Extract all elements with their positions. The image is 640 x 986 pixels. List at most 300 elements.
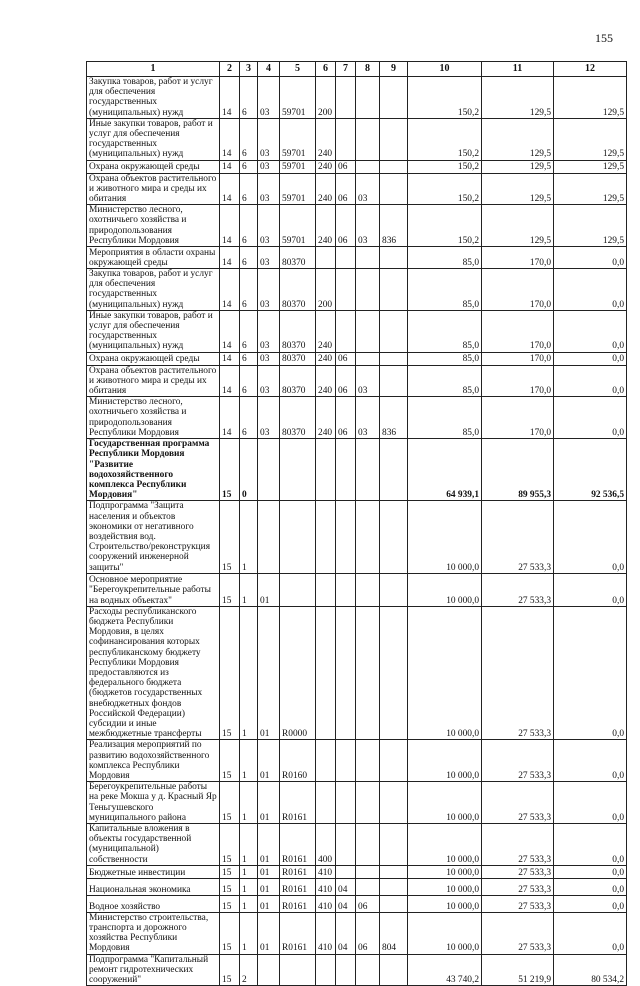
table-cell (380, 740, 408, 782)
table-row (87, 824, 627, 866)
table-cell: R0161 (280, 865, 316, 878)
table-cell: 85,0 (408, 247, 482, 269)
table-cell: 1 (240, 740, 258, 782)
table-cell (356, 878, 380, 895)
column-header: 10 (408, 62, 482, 77)
table-cell: 10 000,0 (408, 912, 482, 954)
table-cell: 0,0 (554, 365, 627, 397)
table-cell (336, 740, 356, 782)
row-label: Подпрограмма "Защита населения и объектов экономики от негативного воздействия вод. Строительство/реконструкция сооружений инженерной защиты" (87, 501, 220, 573)
table-row (87, 205, 627, 247)
table-cell: 240 (316, 365, 336, 397)
table-cell: 170,0 (482, 365, 554, 397)
table-cell: R0161 (280, 824, 316, 866)
column-header: 9 (380, 62, 408, 77)
row-label: Мероприятия в области охраны окружающей среды (87, 247, 220, 269)
row-label: Водное хозяйство (87, 895, 220, 912)
column-header: 6 (316, 62, 336, 77)
table-cell: 170,0 (482, 352, 554, 365)
table-cell (280, 439, 316, 501)
table-cell (380, 782, 408, 824)
table-cell: 01 (258, 740, 280, 782)
table-cell: 27 533,3 (482, 782, 554, 824)
table-cell (316, 573, 336, 606)
table-cell: 59701 (280, 173, 316, 205)
table-cell: 06 (356, 912, 380, 954)
table-cell: 240 (316, 352, 336, 365)
table-cell: R0161 (280, 912, 316, 954)
table-row (87, 606, 627, 740)
table-cell: 80370 (280, 365, 316, 397)
table-cell: 1 (240, 865, 258, 878)
table-cell (356, 782, 380, 824)
row-label: Министерство лесного, охотничьего хозяйства и природопользования Республики Мордовия (87, 397, 220, 439)
table-row (87, 895, 627, 912)
table-cell (336, 954, 356, 986)
table-cell: 06 (336, 205, 356, 247)
table-cell: 14 (220, 247, 240, 269)
table-cell: 27 533,3 (482, 824, 554, 866)
table-cell: 15 (220, 824, 240, 866)
table-cell: 14 (220, 205, 240, 247)
table-cell: 14 (220, 310, 240, 352)
table-cell: 10 000,0 (408, 740, 482, 782)
table-cell: 6 (240, 173, 258, 205)
table-cell (380, 160, 408, 173)
table-cell (380, 824, 408, 866)
table-row (87, 865, 627, 878)
table-row (87, 573, 627, 606)
table-cell: 150,2 (408, 173, 482, 205)
table-cell (336, 824, 356, 866)
table-cell (380, 247, 408, 269)
table-cell: 6 (240, 310, 258, 352)
table-cell (280, 954, 316, 986)
table-cell: 240 (316, 173, 336, 205)
table-cell (280, 501, 316, 573)
table-cell (380, 365, 408, 397)
table-cell: 59701 (280, 160, 316, 173)
table-cell: R0160 (280, 740, 316, 782)
table-cell: 06 (336, 173, 356, 205)
table-cell (316, 439, 336, 501)
table-cell: 15 (220, 895, 240, 912)
table-cell: 1 (240, 573, 258, 606)
table-cell: 85,0 (408, 397, 482, 439)
table-cell: 01 (258, 606, 280, 740)
table-row (87, 173, 627, 205)
column-header: 7 (336, 62, 356, 77)
table-cell: R0000 (280, 606, 316, 740)
table-cell: 170,0 (482, 397, 554, 439)
row-label: Расходы республиканского бюджета Республики Мордовия, в целях софинансирования которых республиканскому бюджету Республики Мордовия предоставляются из федерального бюджета (бюджетов государственных внебюджетных фондов Российской Федерации) субсидии и иные межбюджетные трансферты (87, 606, 220, 740)
table-cell: 1 (240, 895, 258, 912)
table-cell: 59701 (280, 77, 316, 119)
table-cell (336, 77, 356, 119)
table-cell: 80370 (280, 310, 316, 352)
table-row (87, 77, 627, 119)
table-cell (336, 247, 356, 269)
table-cell (380, 878, 408, 895)
table-cell (380, 118, 408, 160)
table-cell: 01 (258, 895, 280, 912)
page-number: 155 (595, 31, 613, 45)
table-cell: 03 (258, 160, 280, 173)
table-cell: 04 (336, 895, 356, 912)
table-cell (356, 865, 380, 878)
table-cell: 15 (220, 912, 240, 954)
table-cell: 80370 (280, 269, 316, 311)
table-cell: 80370 (280, 397, 316, 439)
table-cell: 129,5 (554, 173, 627, 205)
table-cell (380, 573, 408, 606)
table-cell: 59701 (280, 118, 316, 160)
table-cell: 27 533,3 (482, 865, 554, 878)
table-cell: 27 533,3 (482, 573, 554, 606)
table-cell: 1 (240, 606, 258, 740)
table-cell: 03 (258, 352, 280, 365)
table-cell: 0,0 (554, 501, 627, 573)
table-cell: R0161 (280, 878, 316, 895)
table-cell: 1 (240, 878, 258, 895)
table-cell: 129,5 (554, 205, 627, 247)
column-header: 8 (356, 62, 380, 77)
table-cell: 200 (316, 77, 336, 119)
table-cell (316, 606, 336, 740)
table-cell: 27 533,3 (482, 912, 554, 954)
table-cell: 240 (316, 397, 336, 439)
table-cell: 01 (258, 865, 280, 878)
row-label: Иные закупки товаров, работ и услуг для обеспечения государственных (муниципальных) нужд (87, 118, 220, 160)
table-cell: 0,0 (554, 865, 627, 878)
row-label: Охрана окружающей среды (87, 160, 220, 173)
table-cell: 10 000,0 (408, 573, 482, 606)
column-header: 5 (280, 62, 316, 77)
table-cell: 170,0 (482, 310, 554, 352)
column-header: 2 (220, 62, 240, 77)
row-label: Охрана окружающей среды (87, 352, 220, 365)
table-cell (380, 606, 408, 740)
budget-table (86, 61, 627, 986)
table-cell: 03 (356, 365, 380, 397)
table-cell: 150,2 (408, 77, 482, 119)
table-cell: 03 (258, 310, 280, 352)
table-cell: 129,5 (482, 173, 554, 205)
table-cell (316, 247, 336, 269)
table-cell: 15 (220, 865, 240, 878)
table-cell (336, 118, 356, 160)
table-cell: 0,0 (554, 895, 627, 912)
table-cell: 240 (316, 160, 336, 173)
table-cell: 0,0 (554, 310, 627, 352)
table-row (87, 954, 627, 986)
table-cell: 1 (240, 501, 258, 573)
table-cell: R0161 (280, 895, 316, 912)
table-cell (356, 310, 380, 352)
table-cell: 240 (316, 205, 336, 247)
table-cell: 0,0 (554, 247, 627, 269)
table-cell: 51 219,9 (482, 954, 554, 986)
table-cell: 92 536,5 (554, 439, 627, 501)
table-cell: 1 (240, 824, 258, 866)
table-cell: 27 533,3 (482, 606, 554, 740)
table-cell (356, 77, 380, 119)
table-cell: 27 533,3 (482, 740, 554, 782)
table-cell (356, 740, 380, 782)
table-cell: 410 (316, 878, 336, 895)
table-cell: 80370 (280, 247, 316, 269)
table-cell: 6 (240, 365, 258, 397)
table-cell: 80370 (280, 352, 316, 365)
table-cell: 15 (220, 606, 240, 740)
table-cell (316, 501, 336, 573)
table-cell (356, 439, 380, 501)
table-cell: 27 533,3 (482, 501, 554, 573)
table-cell: 89 955,3 (482, 439, 554, 501)
table-row (87, 439, 627, 501)
table-cell: 10 000,0 (408, 865, 482, 878)
table-cell: 10 000,0 (408, 878, 482, 895)
table-cell: 01 (258, 573, 280, 606)
table-cell: 03 (258, 205, 280, 247)
table-cell: 6 (240, 397, 258, 439)
table-cell (336, 782, 356, 824)
table-body (87, 77, 627, 986)
table-cell: 85,0 (408, 269, 482, 311)
table-cell (356, 606, 380, 740)
table-cell (356, 269, 380, 311)
table-cell: 14 (220, 77, 240, 119)
table-cell: 15 (220, 740, 240, 782)
table-cell: 410 (316, 912, 336, 954)
table-cell: 03 (356, 173, 380, 205)
table-cell (356, 118, 380, 160)
table-cell: 06 (336, 352, 356, 365)
table-cell: 2 (240, 954, 258, 986)
table-cell (356, 573, 380, 606)
table-cell: 06 (336, 160, 356, 173)
table-row (87, 247, 627, 269)
table-cell: 6 (240, 247, 258, 269)
table-cell: 836 (380, 205, 408, 247)
table-cell: 0,0 (554, 606, 627, 740)
table-cell: 14 (220, 269, 240, 311)
table-row (87, 160, 627, 173)
table-cell: 03 (356, 205, 380, 247)
table-cell: 27 533,3 (482, 878, 554, 895)
table-cell: 15 (220, 573, 240, 606)
table-cell: 0,0 (554, 912, 627, 954)
table-cell (316, 782, 336, 824)
table-cell: 01 (258, 878, 280, 895)
table-cell: 0,0 (554, 352, 627, 365)
row-label: Капитальные вложения в объекты государственной (муниципальной) собственности (87, 824, 220, 866)
table-cell (336, 573, 356, 606)
table-cell (258, 501, 280, 573)
table-header-row (87, 62, 627, 77)
table-cell (336, 865, 356, 878)
table-row (87, 310, 627, 352)
row-label: Охрана объектов растительного и животного мира и среды их обитания (87, 365, 220, 397)
row-label: Министерство лесного, охотничьего хозяйства и природопользования Республики Мордовия (87, 205, 220, 247)
table-cell: 6 (240, 77, 258, 119)
table-cell: 14 (220, 173, 240, 205)
table-cell (380, 269, 408, 311)
table-cell: 01 (258, 782, 280, 824)
table-cell (380, 895, 408, 912)
table-cell: 129,5 (554, 160, 627, 173)
table-cell (316, 740, 336, 782)
table-cell: 836 (380, 397, 408, 439)
table-cell: 6 (240, 118, 258, 160)
table-cell: 14 (220, 352, 240, 365)
column-header: 3 (240, 62, 258, 77)
table-cell: 0,0 (554, 782, 627, 824)
table-cell (336, 606, 356, 740)
table-cell (380, 173, 408, 205)
table-cell: 10 000,0 (408, 824, 482, 866)
row-label: Национальная экономика (87, 878, 220, 895)
table-cell (316, 954, 336, 986)
table-cell: 03 (258, 365, 280, 397)
table-cell: 10 000,0 (408, 501, 482, 573)
table-cell: 06 (336, 365, 356, 397)
table-row (87, 269, 627, 311)
table-cell: 03 (258, 118, 280, 160)
table-cell: 15 (220, 439, 240, 501)
table-cell: 03 (258, 77, 280, 119)
table-cell: 43 740,2 (408, 954, 482, 986)
table-cell (336, 269, 356, 311)
row-label: Подпрограмма "Капитальный ремонт гидротехнических сооружений" (87, 954, 220, 986)
table-cell: 129,5 (482, 77, 554, 119)
table-cell: 200 (316, 269, 336, 311)
table-cell (380, 310, 408, 352)
table-cell: 10 000,0 (408, 606, 482, 740)
table-cell: 85,0 (408, 352, 482, 365)
table-cell: 129,5 (482, 118, 554, 160)
table-cell: 0,0 (554, 740, 627, 782)
row-label: Бюджетные инвестиции (87, 865, 220, 878)
table-cell: 240 (316, 118, 336, 160)
table-cell: 27 533,3 (482, 895, 554, 912)
table-row (87, 782, 627, 824)
table-cell (356, 160, 380, 173)
table-cell (280, 573, 316, 606)
table-row (87, 878, 627, 895)
table-cell: 03 (356, 397, 380, 439)
table-cell: 10 000,0 (408, 895, 482, 912)
table-cell: 15 (220, 501, 240, 573)
row-label: Берегоукрепительные работы на реке Мокша у д. Красный Яр Теньгушевского муниципального района (87, 782, 220, 824)
table-cell: 6 (240, 352, 258, 365)
table-cell: 15 (220, 954, 240, 986)
table-cell: 01 (258, 912, 280, 954)
table-cell: 85,0 (408, 310, 482, 352)
table-cell: 14 (220, 365, 240, 397)
table-cell (356, 247, 380, 269)
table-cell: 410 (316, 865, 336, 878)
table-cell (258, 439, 280, 501)
row-label: Закупка товаров, работ и услуг для обеспечения государственных (муниципальных) нужд (87, 269, 220, 311)
table-cell: 804 (380, 912, 408, 954)
table-cell: 80 534,2 (554, 954, 627, 986)
table-cell: 03 (258, 269, 280, 311)
table-cell (380, 77, 408, 119)
table-cell: 170,0 (482, 247, 554, 269)
table-cell: 170,0 (482, 269, 554, 311)
table-cell: 59701 (280, 205, 316, 247)
table-cell: 0,0 (554, 824, 627, 866)
table-cell: 6 (240, 160, 258, 173)
table-cell: 14 (220, 118, 240, 160)
table-row (87, 365, 627, 397)
table-row (87, 740, 627, 782)
table-row (87, 912, 627, 954)
column-header: 12 (554, 62, 627, 77)
table-row (87, 397, 627, 439)
column-header: 1 (87, 62, 220, 77)
column-header: 4 (258, 62, 280, 77)
table-cell: 129,5 (554, 77, 627, 119)
table-cell: 15 (220, 878, 240, 895)
table-cell: 0,0 (554, 269, 627, 311)
table-cell: 6 (240, 205, 258, 247)
table-cell: R0161 (280, 782, 316, 824)
table-cell: 6 (240, 269, 258, 311)
table-cell (380, 439, 408, 501)
table-cell: 0,0 (554, 397, 627, 439)
table-cell (380, 865, 408, 878)
table-cell: 10 000,0 (408, 782, 482, 824)
table-cell: 64 939,1 (408, 439, 482, 501)
table-cell: 129,5 (482, 205, 554, 247)
table-cell (336, 310, 356, 352)
table-cell: 15 (220, 782, 240, 824)
table-cell: 0,0 (554, 573, 627, 606)
table-cell: 03 (258, 173, 280, 205)
table-row (87, 352, 627, 365)
row-label: Основное мероприятие "Берегоукрепительные работы на водных объектах" (87, 573, 220, 606)
table-cell (380, 352, 408, 365)
table-cell: 0,0 (554, 878, 627, 895)
table-cell: 04 (336, 878, 356, 895)
table-cell (336, 501, 356, 573)
table-cell: 150,2 (408, 118, 482, 160)
table-cell: 150,2 (408, 205, 482, 247)
row-label: Иные закупки товаров, работ и услуг для обеспечения государственных (муниципальных) нужд (87, 310, 220, 352)
table-cell: 129,5 (554, 118, 627, 160)
row-label: Охрана объектов растительного и животного мира и среды их обитания (87, 173, 220, 205)
table-cell: 1 (240, 912, 258, 954)
table-cell: 0 (240, 439, 258, 501)
table-cell (356, 501, 380, 573)
row-label: Министерство строительства, транспорта и дорожного хозяйства Республики Мордовия (87, 912, 220, 954)
row-label: Реализация мероприятий по развитию водохозяйственного комплекса Республики Мордовия (87, 740, 220, 782)
table-cell (258, 954, 280, 986)
row-label: Закупка товаров, работ и услуг для обеспечения государственных (муниципальных) нужд (87, 77, 220, 119)
table-cell: 129,5 (482, 160, 554, 173)
table-cell: 03 (258, 247, 280, 269)
table-cell: 06 (336, 397, 356, 439)
table-cell: 85,0 (408, 365, 482, 397)
table-cell: 04 (336, 912, 356, 954)
table-cell (336, 439, 356, 501)
table-cell: 400 (316, 824, 336, 866)
table-cell: 410 (316, 895, 336, 912)
table-cell: 06 (356, 895, 380, 912)
table-cell (356, 352, 380, 365)
